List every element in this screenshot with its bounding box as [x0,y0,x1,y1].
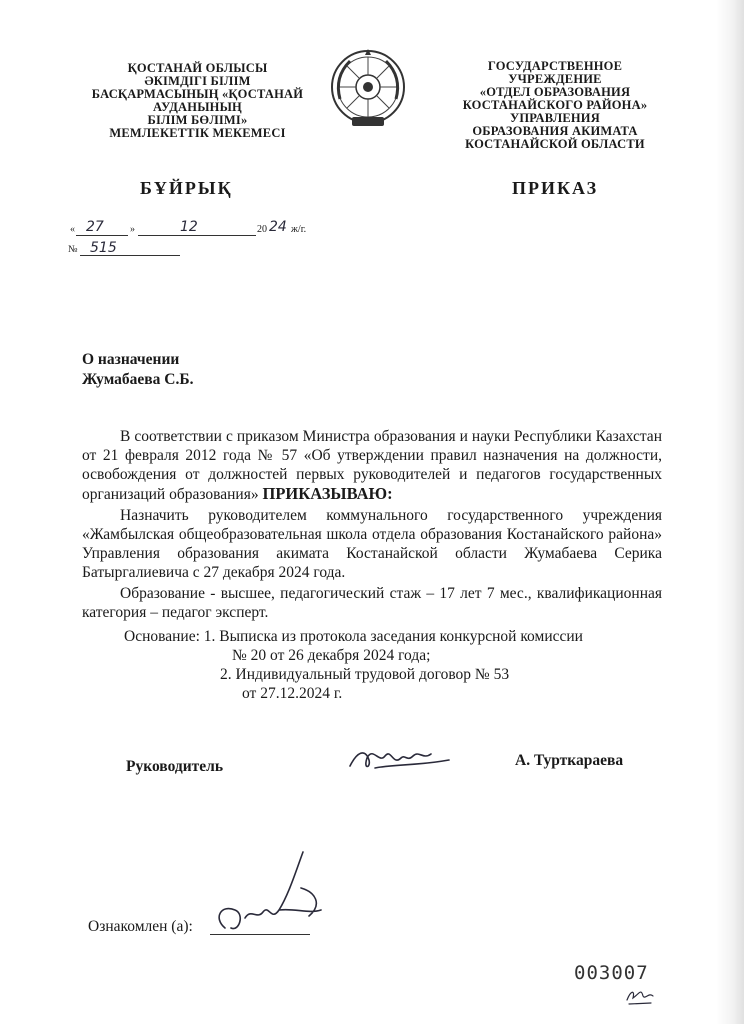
header-kazakh-line: АУДАНЫНЫҢ [153,100,242,114]
initials-icon [625,984,655,1006]
basis-line: 2. Индивидуальный трудовой договор № 53 [220,666,510,683]
header-russian-line: УПРАВЛЕНИЯ [510,111,600,125]
head-signature-icon [345,738,455,778]
date-suffix: ж/г. [291,224,307,235]
body-paragraph: Образование - высшее, педагогический стаж – 17 лет 7 мес., квалификационная категория – педагог эксперт. [82,585,662,621]
scan-shadow [716,0,744,1024]
signatory-name: А. Турткараева [515,752,624,769]
order-subject [82,350,193,390]
header-russian [440,60,670,151]
order-basis [124,627,583,703]
state-emblem-icon [328,47,408,133]
date-month: 12 [180,219,198,235]
basis-line: Основание: 1. Выписка из протокола заседания конкурсной комиссии [124,628,583,645]
body-paragraph [82,427,662,504]
header-kazakh-line: БІЛІМ БӨЛІМІ» [147,113,248,127]
date-year-prefix: 20 [257,224,267,235]
stamp-number: 003007 [574,962,649,984]
acquaintance-signature-icon [205,848,335,948]
header-kazakh-line: МЕМЛЕКЕТТІК МЕКЕМЕСІ [109,126,286,140]
date-open-quote: « [70,224,75,235]
order-number-field [68,240,188,256]
order-keyword: ПРИКАЗЫВАЮ: [262,484,393,503]
body-paragraph: Назначить руководителем коммунального государственного учреждения «Жамбылская общеобразовательная школа отдела образования Костанайского района» Управления образования акимата Костанайской области Жумабаева Серика Батыргалиевича с 27 декабря 2024 года. [82,507,662,581]
signatory-title: Руководитель [126,758,224,775]
doc-type-russian: ПРИКАЗ [512,178,599,198]
basis-line: от 27.12.2024 г. [242,685,343,702]
header-russian-line: КОСТАНАЙСКОЙ ОБЛАСТИ [465,137,645,151]
acquainted-signature-line [210,934,310,935]
order-number-label: № [68,244,78,255]
date-close-quote: » [130,224,135,235]
subject-line: О назначении [82,351,180,368]
acquainted-label: Ознакомлен (а): [88,918,193,935]
header-russian-line: ОБРАЗОВАНИЯ АКИМАТА [472,124,638,138]
date-day: 27 [86,219,104,235]
body-paragraph-text: В соответствии с приказом Министра образования и науки Республики Казахстан от 21 февраля 2012 года № 57 «Об утверждении правил назначения на должности, освобождения от должностей первых руководителей и педагогов государственных организаций образования» [82,428,662,503]
header-russian-line: КОСТАНАЙСКОГО РАЙОНА» [462,98,648,112]
header-russian-line: ГОСУДАРСТВЕННОЕ УЧРЕЖДЕНИЕ [487,59,623,86]
subject-line: Жумабаева С.Б. [82,371,194,388]
doc-type-kazakh: БҰЙРЫҚ [140,178,233,198]
header-kazakh-line: ӘКІМДІГІ БІЛІМ [144,74,251,88]
basis-line: № 20 от 26 декабря 2024 года; [232,647,431,664]
date-year-suffix: 24 [269,219,287,235]
order-number-value: 515 [90,240,117,256]
header-kazakh [90,62,305,140]
header-russian-line: «ОТДЕЛ ОБРАЗОВАНИЯ [479,85,631,99]
date-field [68,219,328,238]
header-kazakh-line: БАСҚАРМАСЫНЫҢ «ҚОСТАНАЙ [91,87,304,101]
header-kazakh-line: ҚОСТАНАЙ ОБЛЫСЫ [127,61,268,75]
order-body [82,427,662,624]
